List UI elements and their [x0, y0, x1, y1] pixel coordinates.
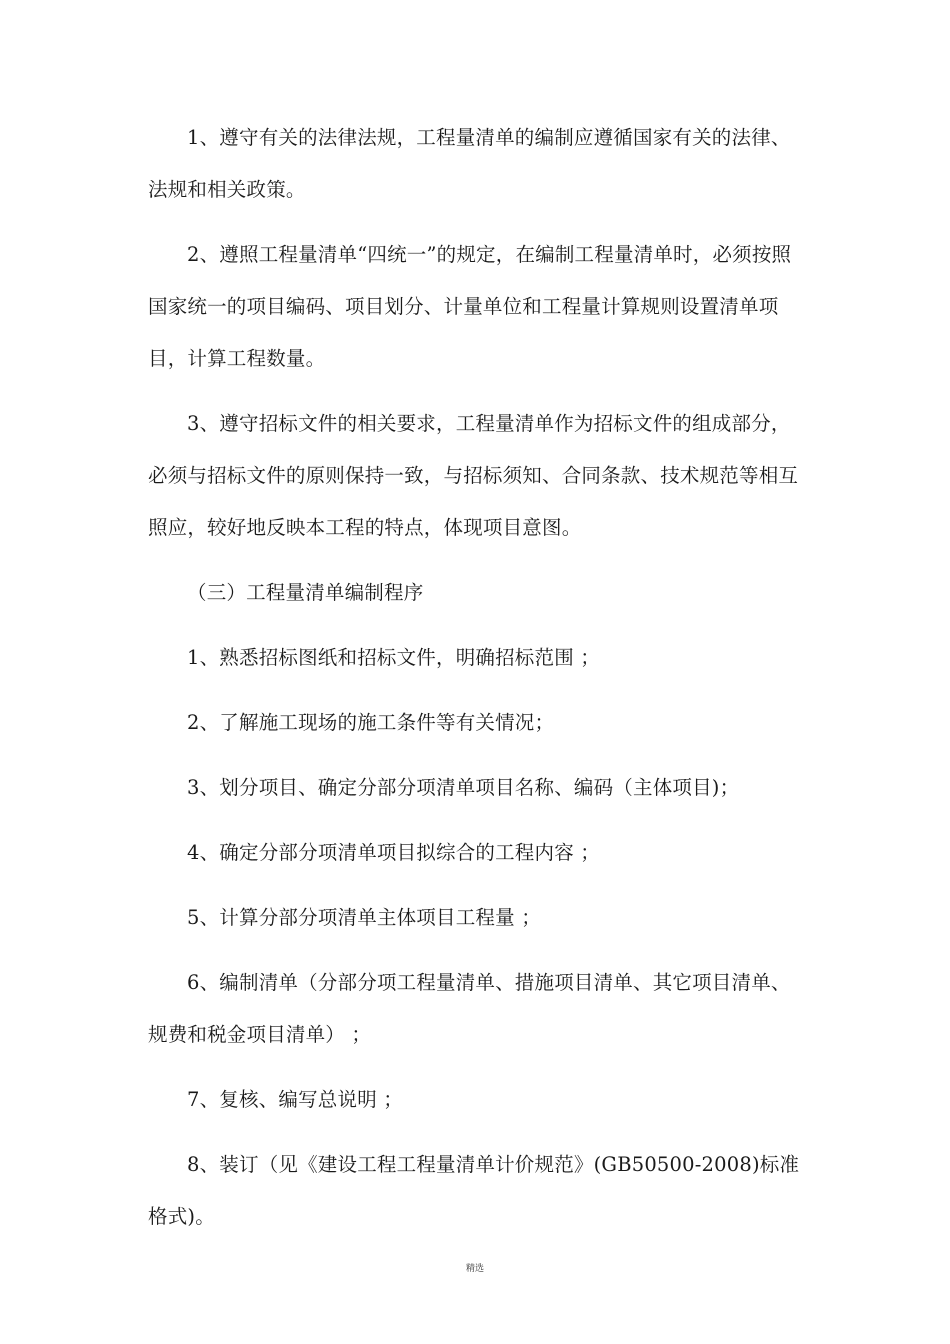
paragraph-step-7: 7、复核、编写总说明 ； [187, 1088, 404, 1111]
paragraph-step-4: 4、确定分部分项清单项目拟综合的工程内容 ； [187, 841, 601, 864]
paragraph-step-6: 6、编制清单（分部分项工程量清单、措施项目清单、其它项目清单、规费和税金项目清单） ； [148, 971, 791, 1046]
paragraph-step-1: 1、熟悉招标图纸和招标文件，明确招标范围 ； [187, 646, 601, 669]
paragraph-step-3: 3、划分项目、确定分部分项清单项目名称、编码（主体项目)； [187, 776, 740, 799]
paragraph-step-2: 2、了解施工现场的施工条件等有关情况； [187, 711, 555, 734]
section-heading-procedure: （三）工程量清单编制程序 [187, 581, 424, 604]
document-body [148, 112, 808, 1243]
page-footer-label: 精选 [465, 1264, 484, 1274]
paragraph-principle-2: 2、遵照工程量清单“四统一”的规定，在编制工程量清单时，必须按照国家统一的项目编码、项目划分、计量单位和工程量计算规则设置清单项目，计算工程数量。 [148, 243, 792, 370]
paragraph-principle-3: 3、遵守招标文件的相关要求，工程量清单作为招标文件的组成部分，必须与招标文件的原则保持一致，与招标须知、合同条款、技术规范等相互照应，较好地反映本工程的特点，体现项目意图。 [148, 412, 799, 539]
paragraph-principle-1: 1、遵守有关的法律法规，工程量清单的编制应遵循国家有关的法律、法规和相关政策。 [148, 126, 791, 201]
paragraph-step-8: 8、装订（见《建设工程工程量清单计价规范》(GB50500-2008)标准格式)。 [148, 1153, 800, 1228]
paragraph-step-5: 5、计算分部分项清单主体项目工程量 ； [187, 906, 541, 929]
